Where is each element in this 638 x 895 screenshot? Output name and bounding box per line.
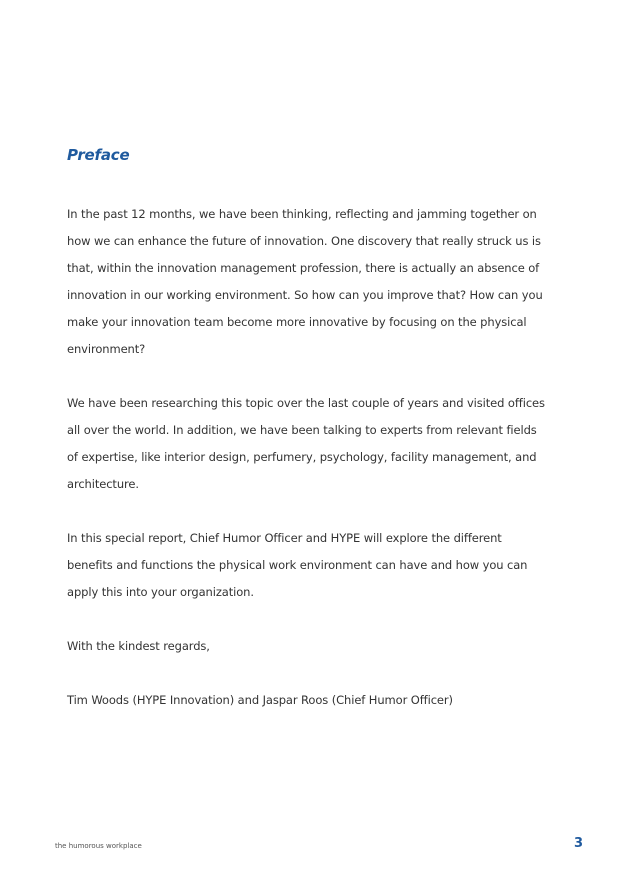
text-line: architecture. bbox=[67, 477, 139, 491]
text-line: In this special report, Chief Humor Officer and HYPE will explore the different bbox=[67, 531, 502, 545]
paragraph-signature bbox=[67, 687, 567, 714]
body-text bbox=[67, 201, 567, 741]
page-number: 3 bbox=[574, 836, 584, 851]
text-line: environment? bbox=[67, 342, 146, 356]
text-line: We have been researching this topic over the last couple of years and visited offices bbox=[67, 396, 545, 410]
footer-running-title: the humorous workplace bbox=[55, 842, 142, 850]
paragraph-intro bbox=[67, 201, 567, 363]
paragraph-research bbox=[67, 390, 567, 498]
text-line: With the kindest regards, bbox=[67, 639, 210, 653]
text-line: apply this into your organization. bbox=[67, 585, 254, 599]
page-title: Preface bbox=[67, 146, 130, 164]
paragraph-closing bbox=[67, 633, 567, 660]
text-line: all over the world. In addition, we have been talking to experts from relevant fields bbox=[67, 423, 537, 437]
text-line: benefits and functions the physical work environment can have and how you can bbox=[67, 558, 528, 572]
text-line: that, within the innovation management profession, there is actually an absence of bbox=[67, 261, 540, 275]
paragraph-report bbox=[67, 525, 567, 606]
text-line: innovation in our working environment. So how can you improve that? How can you bbox=[67, 288, 543, 302]
text-line: of expertise, like interior design, perfumery, psychology, facility management, and bbox=[67, 450, 537, 464]
text-line: Tim Woods (HYPE Innovation) and Jaspar Roos (Chief Humor Officer) bbox=[67, 693, 453, 707]
text-line: how we can enhance the future of innovation. One discovery that really struck us is bbox=[67, 234, 541, 248]
text-line: In the past 12 months, we have been thinking, reflecting and jamming together on bbox=[67, 207, 537, 221]
text-line: make your innovation team become more innovative by focusing on the physical bbox=[67, 315, 527, 329]
